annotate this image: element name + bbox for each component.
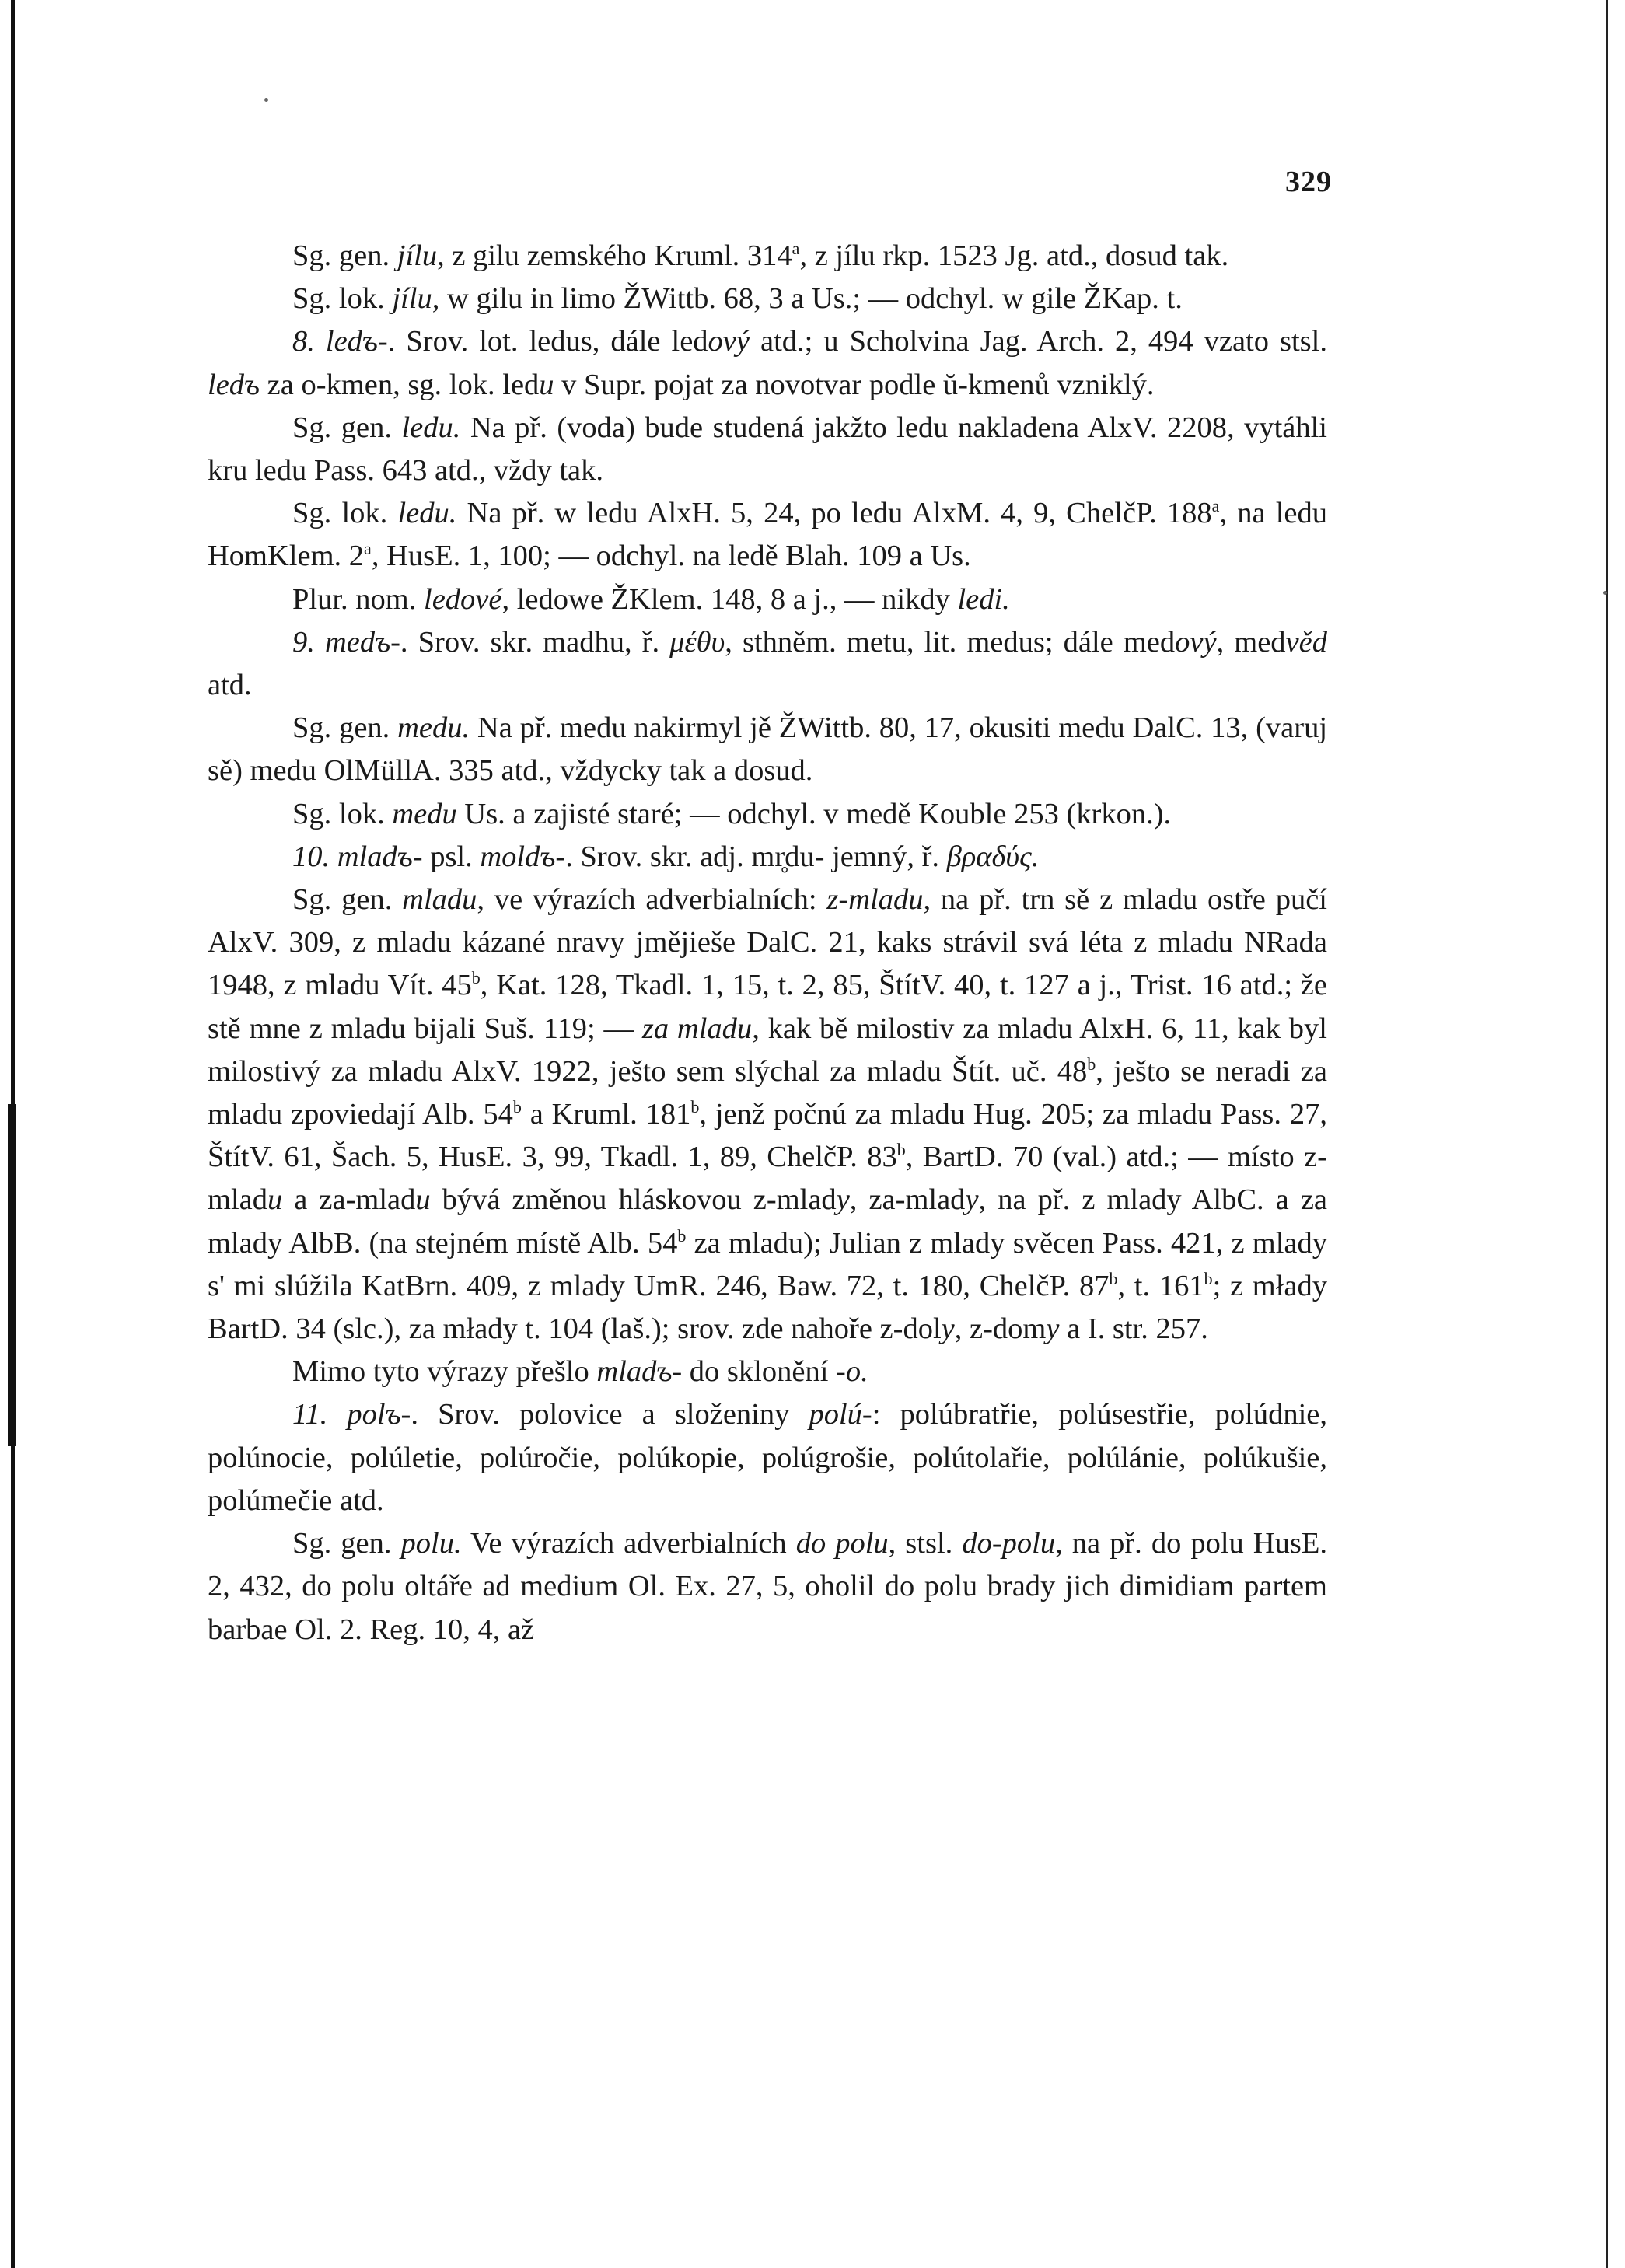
body-text xyxy=(208,235,1327,1651)
text-run: , Kat. 128, Tkadl. 1, 15, t. 2, 85, ŠtítV. 40, t. 127 a j., Trist. 16 atd.; že stě mne z mladu bijali Suš. 119; — xyxy=(208,969,1327,1045)
italic-text: do-polu xyxy=(962,1527,1056,1560)
paragraph xyxy=(208,492,1327,578)
italic-text: polu. xyxy=(400,1527,462,1560)
paragraph xyxy=(208,278,1327,320)
superscript: b xyxy=(1109,1269,1118,1289)
italic-text: ový xyxy=(1175,625,1217,659)
italic-text: ový xyxy=(708,325,750,358)
italic-text: μέθυ xyxy=(669,625,725,659)
text-run: , na př. trn sě z mladu ostře pučí AlxV. 309, z mladu kázané nravy jmějieše DalC. 21, kaks strávil svá léta z mladu NRada 1948, z mladu Vít. 45 xyxy=(208,883,1327,1002)
text-run: Ve výrazích adverbialních xyxy=(461,1527,796,1560)
italic-text: za mladu xyxy=(641,1012,753,1045)
text-run: , za-mlad xyxy=(849,1183,966,1217)
text-run: , stsl. xyxy=(888,1527,963,1560)
text-run: , kak bě milostiv za mladu AlxH. 6, 11, kak byl milostivý za mladu AlxV. 1922, ješto sem slýchal za mladu Štít. uč. 48 xyxy=(208,1012,1327,1088)
text-run: Sg. lok. xyxy=(292,497,398,530)
italic-text: ledu. xyxy=(401,411,461,444)
text-run: , z jílu rkp. 1523 Jg. atd., dosud tak. xyxy=(799,239,1229,272)
text-run: . Srov. lot. ledus, dále led xyxy=(387,325,708,358)
italic-text: jílu xyxy=(392,282,432,316)
text-run: atd.; u Scholvina Jag. Arch. 2, 494 vzato stsl. xyxy=(749,325,1327,358)
scan-edge-left-binding xyxy=(8,1104,16,1446)
scan-speck xyxy=(1603,591,1607,595)
superscript: b xyxy=(896,1140,906,1160)
italic-text: polú- xyxy=(809,1398,872,1431)
paragraph xyxy=(208,836,1327,879)
text-run: , HusE. 1, 100; — odchyl. na ledě Blah. 109 a Us. xyxy=(371,540,971,573)
superscript: b xyxy=(1204,1269,1213,1289)
italic-text: u xyxy=(415,1183,431,1217)
text-run: psl. xyxy=(422,840,481,873)
text-run: Sg. lok. xyxy=(292,797,393,830)
text-run: a Kruml. 181 xyxy=(521,1098,691,1131)
italic-text: medu xyxy=(392,797,457,830)
text-run: a za-mlad xyxy=(282,1183,416,1217)
superscript: b xyxy=(512,1097,522,1117)
paragraph xyxy=(208,407,1327,492)
italic-text: 11. polъ- xyxy=(292,1398,411,1431)
italic-text: z-mladu xyxy=(826,883,924,917)
text-run: . Srov. skr. adj. mr̥du- jemný, ř. xyxy=(565,840,947,873)
italic-text: ledi. xyxy=(957,582,1010,616)
italic-text: 8. ledъ- xyxy=(292,325,388,358)
italic-text: ledu. xyxy=(397,497,457,530)
italic-text: mladъ- xyxy=(596,1355,683,1389)
paragraph xyxy=(208,1393,1327,1522)
text-run: za mladu); Julian z mlady svěcen Pass. 421, z mlady s' mi slúžila KatBrn. 409, z mlady UmR. 246, Baw. 72, t. 180, ChelčP. 87 xyxy=(208,1226,1327,1302)
scan-speck xyxy=(264,98,268,102)
text-run: , t. 161 xyxy=(1117,1269,1204,1302)
text-run: do sklonění xyxy=(682,1355,837,1389)
italic-text: ledové xyxy=(424,582,502,616)
text-run: Sg. gen. xyxy=(292,1527,401,1560)
text-run: Na př. w ledu AlxH. 5, 24, po ledu AlxM. 4, 9, ChelčP. 188 xyxy=(456,497,1212,530)
text-run: , na př. z mlady AlbC. a za mlady AlbB. (na stejném místě Alb. 54 xyxy=(208,1183,1327,1260)
text-run: Mimo tyto výrazy přešlo xyxy=(292,1355,597,1389)
text-run: , ve výrazích adverbialních: xyxy=(477,883,827,917)
paragraph xyxy=(208,1351,1327,1393)
superscript: b xyxy=(677,1225,687,1246)
superscript: a xyxy=(364,539,372,559)
paragraph xyxy=(208,707,1327,792)
text-run: Plur. nom. xyxy=(292,582,425,616)
text-run: : polúbratřie, polúsestřie, polúdnie, polúnocie, polúletie, polúročie, polúkopie, polúgrošie, polútolařie, polúlánie, polúkušie, polúmečie atd. xyxy=(208,1398,1327,1517)
text-run: , ledowe ŽKlem. 148, 8 a j., — nikdy xyxy=(501,582,958,616)
italic-text: moldъ- xyxy=(480,840,566,873)
italic-text: 10. mladъ- xyxy=(292,840,423,873)
italic-text: y xyxy=(941,1312,955,1346)
text-run: Sg. gen. xyxy=(292,239,397,272)
text-run: , z-dom xyxy=(954,1312,1047,1346)
italic-text: y xyxy=(965,1183,979,1217)
paragraph xyxy=(208,621,1327,707)
text-run: , na ledu HomKlem. 2 xyxy=(208,497,1328,573)
text-run: , med xyxy=(1216,625,1286,659)
superscript: a xyxy=(792,239,800,259)
italic-text: -o. xyxy=(836,1355,868,1389)
paragraph xyxy=(208,879,1327,1351)
superscript: b xyxy=(1087,1054,1096,1075)
italic-text: u xyxy=(267,1183,283,1217)
text-run: . Srov. polovice a složeniny xyxy=(411,1398,809,1431)
superscript: a xyxy=(1211,496,1220,516)
text-run: za o-kmen, sg. lok. led xyxy=(260,368,540,401)
text-run: ; z młady BartD. 34 (slc.), za młady t. 104 (laš.); srov. zde nahoře z-dol xyxy=(208,1269,1327,1346)
text-run: , BartD. 70 (val.) atd.; — místo z-mlad xyxy=(208,1141,1327,1217)
text-run: Sg. gen. xyxy=(292,883,403,917)
text-run: , sthněm. metu, lit. medus; dále med xyxy=(725,625,1176,659)
text-run: Na př. (voda) bude studená jakžto ledu nakladena AlxV. 2208, vytáhli kru ledu Pass. 643 atd., vždy tak. xyxy=(208,411,1328,487)
text-run: , jenž počnú za mladu Hug. 205; za mladu Pass. 27, ŠtítV. 61, Šach. 5, HusE. 3, 99, Tkadl. 1, 89, ChelčP. 83 xyxy=(208,1098,1327,1174)
text-run: atd. xyxy=(208,669,252,702)
text-run: Na př. medu nakirmyl jě ŽWittb. 80, 17, okusiti medu DalC. 13, (varuj sě) medu OlMüllA. 335 atd., vždycky tak a dosud. xyxy=(208,711,1328,788)
paragraph xyxy=(208,793,1327,836)
text-run: . Srov. skr. madhu, ř. xyxy=(400,625,670,659)
italic-text: do polu xyxy=(795,1527,889,1560)
italic-text: y xyxy=(1046,1312,1060,1346)
text-run: , z gilu zemského Kruml. 314 xyxy=(437,239,792,272)
text-run: a I. str. 257. xyxy=(1059,1312,1208,1346)
text-run: , w gilu in limo ŽWittb. 68, 3 a Us.; — odchyl. w gile ŽKap. t. xyxy=(432,282,1183,316)
superscript: b xyxy=(471,968,481,988)
superscript: b xyxy=(690,1097,700,1117)
text-run: , na př. do polu HusE. 2, 432, do polu oltáře ad medium Ol. Ex. 27, 5, oholil do polu brady jich dimidiam partem barbae Ol. 2. Reg. 10, 4, až xyxy=(208,1527,1327,1646)
scan-edge-right xyxy=(1606,0,1608,2268)
italic-text: věd xyxy=(1285,625,1327,659)
text-run: Sg. lok. xyxy=(292,282,393,316)
italic-text: βραδύς. xyxy=(946,840,1040,873)
italic-text: medu. xyxy=(397,711,470,745)
italic-text: ledъ xyxy=(208,368,260,401)
paragraph xyxy=(208,320,1327,406)
italic-text: y xyxy=(836,1183,850,1217)
text-run: , ješto se neradi za mladu zpoviedají Alb. 54 xyxy=(208,1054,1328,1131)
text-run: Us. a zajisté staré; — odchyl. v medě Kouble 253 (krkon.). xyxy=(456,797,1172,830)
text-run: v Supr. pojat za novotvar podle ŭ-kmenů vzniklý. xyxy=(554,368,1155,401)
page-number: 329 xyxy=(1285,166,1332,198)
paragraph xyxy=(208,578,1327,621)
paragraph xyxy=(208,235,1327,278)
text-run: bývá změnou hláskovou z-mlad xyxy=(430,1183,837,1217)
text-run: Sg. gen. xyxy=(292,411,402,444)
paragraph xyxy=(208,1522,1327,1651)
italic-text: u xyxy=(539,368,554,401)
text-run: Sg. gen. xyxy=(292,711,398,745)
italic-text: mladu xyxy=(402,883,477,917)
italic-text: jílu xyxy=(397,239,438,272)
italic-text: 9. medъ- xyxy=(292,625,400,659)
